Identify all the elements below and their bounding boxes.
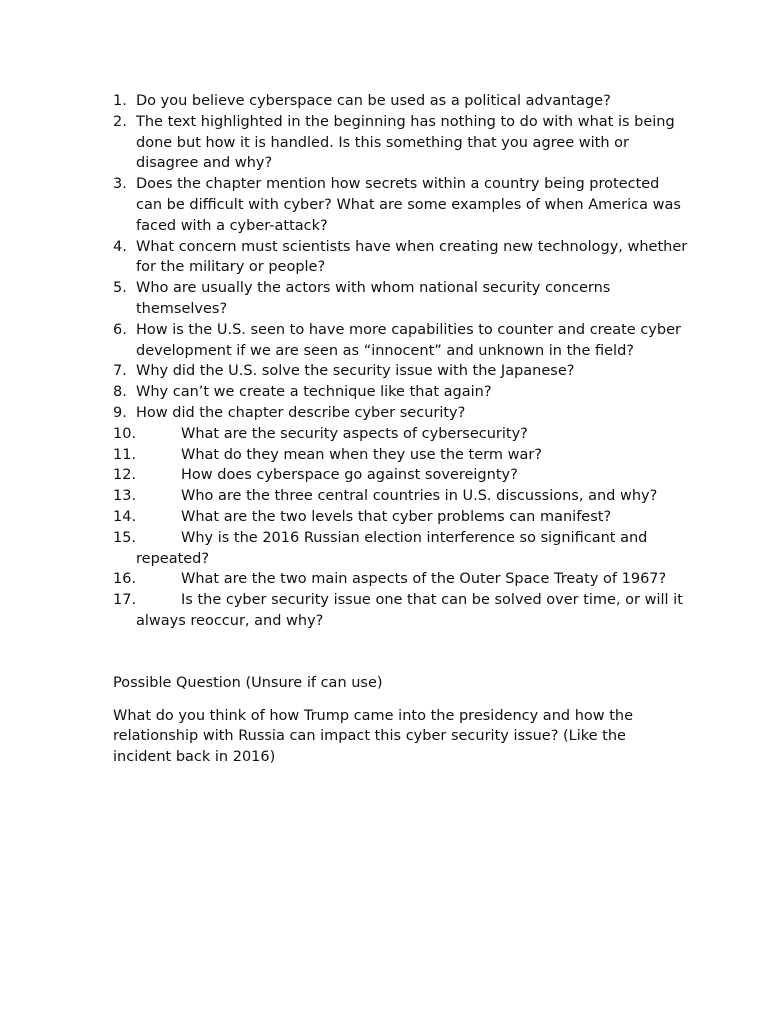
list-item	[113, 590, 688, 632]
list-item	[113, 278, 688, 320]
item-text: What do they mean when they use the term war?	[181, 446, 542, 463]
item-text: What are the two levels that cyber problems can manifest?	[181, 508, 612, 525]
list-item	[113, 237, 688, 279]
list-item	[113, 320, 688, 362]
list-item	[113, 465, 688, 486]
item-text: Who are usually the actors with whom national security concerns themselves?	[136, 280, 611, 317]
list-item	[113, 403, 688, 424]
list-item	[113, 507, 688, 528]
item-text: Why did the U.S. solve the security issue with the Japanese?	[136, 363, 575, 380]
item-text: What concern must scientists have when creating new technology, whether for the military or people?	[136, 238, 688, 276]
item-number: 15.	[113, 529, 137, 546]
item-number: 11.	[113, 446, 137, 463]
item-text: Who are the three central countries in U.S. discussions, and why?	[181, 488, 658, 505]
item-text: Do you believe cyberspace can be used as a political advantage?	[136, 93, 611, 109]
item-number: 5.	[113, 280, 127, 297]
list-item	[113, 528, 688, 570]
list-item	[113, 382, 688, 403]
item-number: 13.	[113, 488, 137, 505]
list-item	[113, 174, 688, 236]
item-number: 4.	[113, 238, 127, 255]
list-item	[113, 112, 688, 174]
possible-question-text: What do you think of how Trump came into the presidency and how the relationship with Russia can impact this cyber security issue? (Like the incident back in 2016)	[113, 707, 634, 766]
item-number: 7.	[113, 363, 127, 380]
question-list	[113, 91, 688, 632]
item-number: 10.	[113, 425, 137, 442]
item-text: How is the U.S. seen to have more capabilities to counter and create cyber development if we are seen as “innocent” and unknown in the field?	[136, 321, 681, 359]
list-item	[113, 424, 688, 445]
item-number: 6.	[113, 321, 127, 338]
item-text: What are the two main aspects of the Outer Space Treaty of 1967?	[181, 571, 667, 588]
item-number: 2.	[113, 113, 127, 130]
item-number: 9.	[113, 404, 127, 421]
item-number: 1.	[113, 93, 127, 109]
item-text: Is the cyber security issue one that can be solved over time, or will it always reoccur, and why?	[136, 592, 683, 629]
item-number: 12.	[113, 467, 137, 484]
item-number: 17.	[113, 592, 137, 609]
item-text: Why is the 2016 Russian election interference so significant and repeated?	[136, 529, 648, 567]
document-page	[113, 91, 688, 768]
item-text: How did the chapter describe cyber security?	[136, 404, 466, 421]
possible-question-heading: Possible Question (Unsure if can use)	[113, 674, 383, 691]
item-text: Does the chapter mention how secrets within a country being protected can be difficult with cyber? What are some examples of when America was faced with a cyber-attack?	[136, 176, 681, 234]
item-number: 3.	[113, 176, 127, 193]
list-item	[113, 361, 688, 382]
list-item	[113, 569, 688, 590]
item-text: What are the security aspects of cybersecurity?	[181, 425, 528, 442]
item-text: Why can’t we create a technique like that again?	[136, 384, 492, 401]
item-number: 16.	[113, 571, 137, 588]
list-item	[113, 486, 688, 507]
list-item	[113, 445, 688, 466]
list-item	[113, 91, 688, 112]
item-text: How does cyberspace go against sovereignty?	[181, 467, 518, 484]
item-number: 8.	[113, 384, 127, 401]
item-number: 14.	[113, 508, 137, 525]
item-text: The text highlighted in the beginning has nothing to do with what is being done but how it is handled. Is this something that you agree with or disagree and why?	[136, 113, 675, 172]
